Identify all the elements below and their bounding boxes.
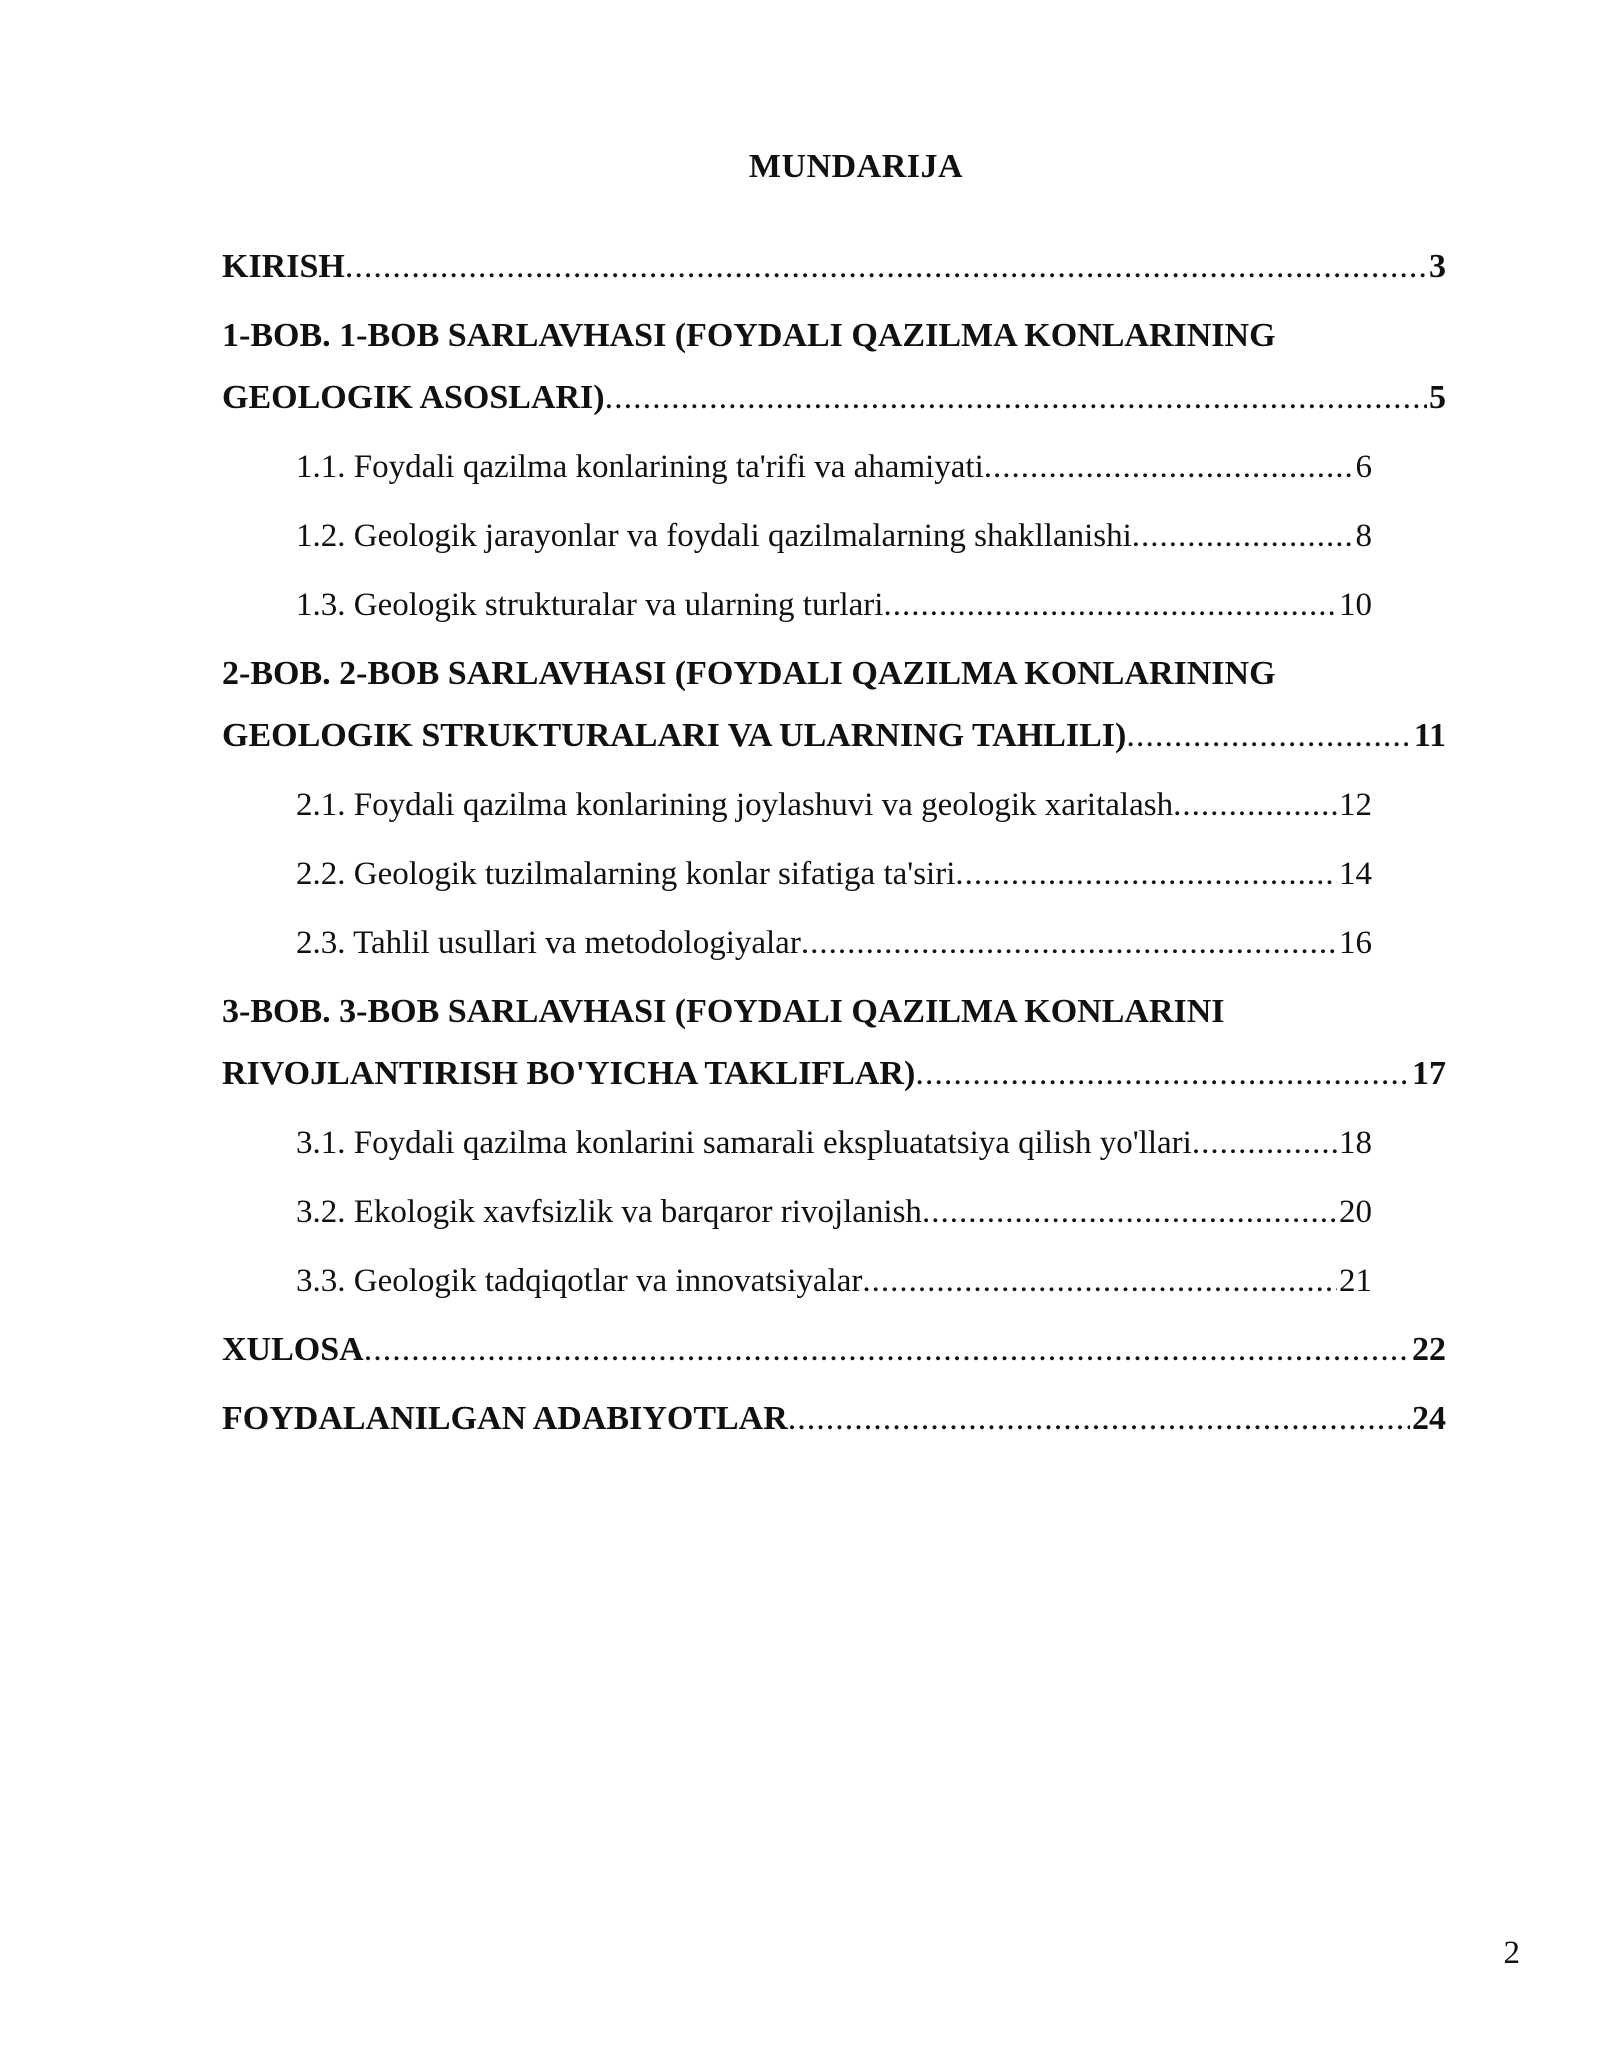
toc-entry-section-2-1[interactable] — [296, 774, 1372, 836]
toc-page-number: 22 — [1412, 1331, 1446, 1368]
toc-entry-section-3-3[interactable] — [296, 1250, 1372, 1312]
toc-entry-label: 1.2. Geologik jarayonlar va foydali qazilmalarning shakllanishi — [296, 518, 1132, 554]
toc-entry-label: 3.3. Geologik tadqiqotlar va innovatsiyalar — [296, 1263, 863, 1299]
toc-page-number: 11 — [1413, 717, 1446, 754]
toc-entry-chapter-3[interactable] — [222, 981, 1446, 1105]
toc-page-number: 17 — [1412, 1055, 1446, 1092]
toc-page-number: 5 — [1429, 379, 1446, 416]
toc-entry-label-line-2: GEOLOGIK ASOSLARI) — [222, 379, 605, 416]
dot-leader — [788, 1388, 1410, 1450]
toc-entry-label: 3.2. Ekologik xavfsizlik va barqaror rivojlanish — [296, 1194, 922, 1230]
toc-entry-label: 2.1. Foydali qazilma konlarining joylashuvi va geologik xaritalash — [296, 787, 1174, 823]
toc-entry-label-line-1: 3-BOB. 3-BOB SARLAVHASI (FOYDALI QAZILMA KONLARINI — [222, 993, 1225, 1030]
toc-page-number: 18 — [1339, 1125, 1372, 1161]
toc-page-number: 24 — [1412, 1400, 1446, 1437]
toc-entry-label-line-2: GEOLOGIK STRUKTURALARI VA ULARNING TAHLILI) — [222, 717, 1127, 754]
toc-page-number: 12 — [1339, 787, 1372, 823]
toc-entry-chapter-2[interactable] — [222, 643, 1446, 767]
toc-entry-label: XULOSA — [222, 1331, 364, 1368]
dot-leader — [1126, 705, 1412, 767]
toc-entry-section-2-2[interactable] — [296, 843, 1372, 905]
dot-leader — [1132, 505, 1354, 567]
toc-page-number: 3 — [1429, 248, 1446, 285]
dot-leader — [801, 912, 1337, 974]
toc-entry-label-line-1: 2-BOB. 2-BOB SARLAVHASI (FOYDALI QAZILMA KONLARINING — [222, 655, 1276, 692]
toc-entry-kirish[interactable] — [222, 236, 1446, 298]
toc-entry-label: KIRISH — [222, 248, 345, 285]
toc-entry-label: 2.3. Tahlil usullari va metodologiyalar — [296, 925, 801, 961]
page-number: 2 — [1503, 1935, 1520, 1971]
dot-leader — [364, 1319, 1410, 1381]
toc-entry-section-1-2[interactable] — [296, 505, 1372, 567]
toc-page-number: 14 — [1339, 856, 1372, 892]
toc-page-number: 8 — [1355, 518, 1372, 554]
toc-page-number: 21 — [1339, 1263, 1372, 1299]
dot-leader — [955, 843, 1337, 905]
toc-page-number: 20 — [1339, 1194, 1372, 1230]
dot-leader — [922, 1181, 1337, 1243]
toc-entry-chapter-1[interactable] — [222, 305, 1446, 429]
toc-entry-label: 1.3. Geologik strukturalar va ularning turlari — [296, 587, 884, 623]
dot-leader — [984, 436, 1354, 498]
dot-leader — [862, 1250, 1337, 1312]
dot-leader — [915, 1043, 1410, 1105]
toc-entry-section-3-2[interactable] — [296, 1181, 1372, 1243]
dot-leader — [883, 574, 1337, 636]
page-title: MUNDARIJA — [748, 148, 964, 185]
toc-page-number: 16 — [1339, 925, 1372, 961]
dot-leader — [1173, 774, 1337, 836]
toc-entry-section-2-3[interactable] — [296, 912, 1372, 974]
dot-leader — [345, 236, 1427, 298]
toc-entry-label-line-1: 1-BOB. 1-BOB SARLAVHASI (FOYDALI QAZILMA KONLARINING — [222, 317, 1276, 354]
toc-entry-section-1-3[interactable] — [296, 574, 1372, 636]
table-of-contents — [222, 236, 1446, 1457]
toc-entry-label: FOYDALANILGAN ADABIYOTLAR — [222, 1400, 788, 1437]
toc-entry-section-3-1[interactable] — [296, 1112, 1372, 1174]
toc-page-number: 6 — [1355, 449, 1372, 485]
toc-entry-label-line-2: RIVOJLANTIRISH BO'YICHA TAKLIFLAR) — [222, 1055, 916, 1092]
toc-entry-references[interactable] — [222, 1388, 1446, 1450]
toc-entry-label: 2.2. Geologik tuzilmalarning konlar sifatiga ta'siri — [296, 856, 956, 892]
dot-leader — [605, 367, 1427, 429]
toc-entry-section-1-1[interactable] — [296, 436, 1372, 498]
dot-leader — [1192, 1112, 1337, 1174]
toc-entry-label: 3.1. Foydali qazilma konlarini samarali ekspluatatsiya qilish yo'llari — [296, 1125, 1192, 1161]
toc-entry-label: 1.1. Foydali qazilma konlarining ta'rifi va ahamiyati — [296, 449, 984, 485]
toc-entry-xulosa[interactable] — [222, 1319, 1446, 1381]
toc-page-number: 10 — [1339, 587, 1372, 623]
